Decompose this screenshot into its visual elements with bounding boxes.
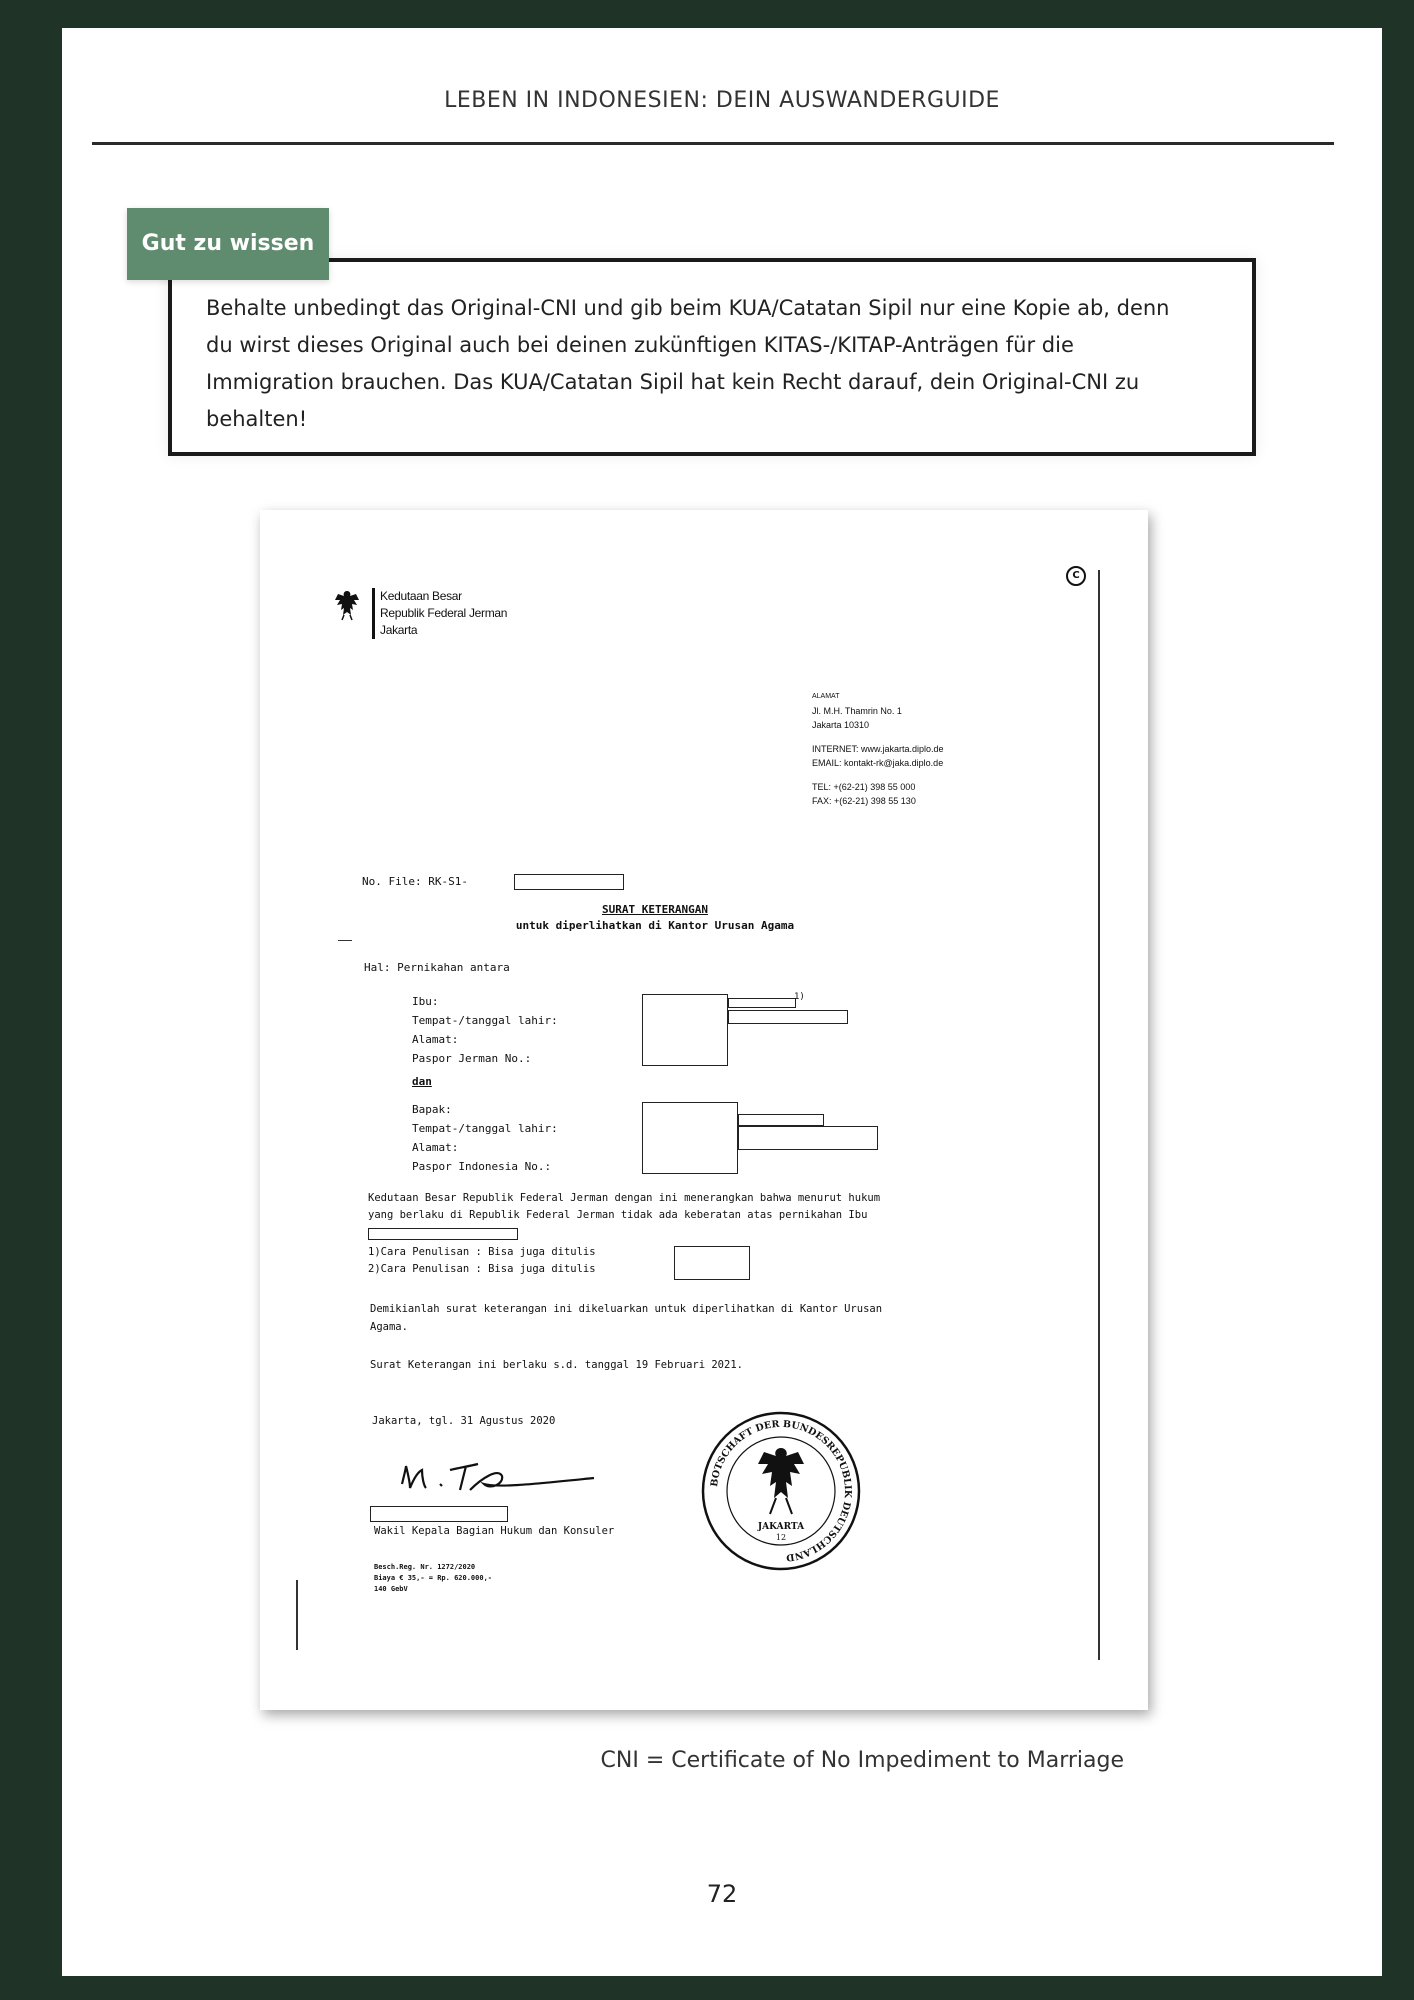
redacted-box bbox=[738, 1126, 878, 1150]
federal-eagle-icon bbox=[332, 588, 362, 622]
redacted-box bbox=[728, 1010, 848, 1024]
seal-city: JAKARTA bbox=[757, 1522, 805, 1532]
fee-line: 140 GebV bbox=[374, 1585, 408, 1593]
file-number: No. File: RK-S1- bbox=[362, 875, 468, 888]
spelling-notes bbox=[368, 1244, 596, 1278]
fee-record bbox=[374, 1562, 492, 1595]
document-subtitle: untuk diperlihatkan di Kantor Urusan Agama bbox=[515, 919, 795, 932]
scan-edge-line bbox=[296, 1580, 298, 1650]
field-label: Ibu: bbox=[412, 995, 439, 1008]
body-line: Kedutaan Besar Republik Federal Jerman dengan ini menerangkan bahwa menurut hukum bbox=[368, 1192, 881, 1204]
address-fax: FAX: +(62-21) 398 55 130 bbox=[812, 796, 916, 806]
redacted-box bbox=[368, 1228, 518, 1240]
fee-line: Biaya € 35,- = Rp. 620.000,- bbox=[374, 1574, 493, 1582]
callout-line: behalten! bbox=[206, 407, 308, 431]
address-internet: INTERNET: www.jakarta.diplo.de bbox=[812, 744, 944, 754]
signatory-title: Wakil Kepala Bagian Hukum dan Konsuler bbox=[374, 1525, 615, 1537]
address-city: Jakarta 10310 bbox=[812, 720, 870, 730]
scanned-certificate bbox=[260, 510, 1148, 1710]
footnote-marker: 1) bbox=[794, 992, 805, 1002]
redacted-box bbox=[674, 1246, 750, 1280]
callout-tag: Gut zu wissen bbox=[127, 208, 329, 280]
field-label: Tempat-/tanggal lahir: bbox=[412, 1122, 558, 1135]
field-label: Tempat-/tanggal lahir: bbox=[412, 1014, 558, 1027]
document-title: SURAT KETERANGAN bbox=[602, 903, 708, 916]
field-label: Paspor Jerman No.: bbox=[412, 1052, 532, 1065]
fee-line: Besch.Reg. Nr. 1272/2020 bbox=[374, 1563, 476, 1571]
field-label: Alamat: bbox=[412, 1033, 459, 1046]
running-header: LEBEN IN INDONESIEN: DEIN AUSWANDERGUIDE bbox=[444, 88, 1000, 113]
page-number: 72 bbox=[706, 1880, 738, 1908]
redacted-box bbox=[738, 1114, 824, 1126]
address-label: ALAMAT bbox=[812, 693, 840, 700]
letterhead-line: Kedutaan Besar bbox=[380, 589, 462, 603]
groom-fields bbox=[412, 1100, 558, 1176]
closing-line: Demikianlah surat keterangan ini dikeluarkan untuk diperlihatkan di Kantor Urusan bbox=[370, 1303, 883, 1315]
scan-edge-line bbox=[1098, 570, 1100, 1660]
redacted-box bbox=[642, 994, 728, 1066]
place-date: Jakarta, tgl. 31 Agustus 2020 bbox=[372, 1415, 556, 1427]
redacted-box bbox=[642, 1102, 738, 1174]
header-divider bbox=[92, 142, 1334, 145]
callout-text bbox=[206, 290, 1216, 438]
validity-statement: Surat Keterangan ini berlaku s.d. tanggal 19 Februari 2021. bbox=[370, 1359, 743, 1371]
embassy-letterhead bbox=[372, 588, 507, 639]
letterhead-line: Republik Federal Jerman bbox=[380, 606, 508, 620]
signature bbox=[394, 1448, 644, 1508]
field-label: Bapak: bbox=[412, 1103, 452, 1116]
subject-line: Hal: Pernikahan antara bbox=[364, 961, 510, 974]
closing-text bbox=[370, 1300, 882, 1336]
spelling-note: 2)Cara Penulisan : Bisa juga ditulis bbox=[368, 1263, 596, 1275]
seal-number: 12 bbox=[775, 1533, 787, 1542]
closing-line: Agama. bbox=[370, 1321, 408, 1333]
info-callout-box bbox=[168, 258, 1256, 456]
redacted-box bbox=[370, 1506, 508, 1522]
letterhead-line: Jakarta bbox=[380, 623, 418, 637]
embassy-seal bbox=[696, 1406, 866, 1576]
declaration-text bbox=[368, 1190, 880, 1224]
page bbox=[62, 28, 1382, 1976]
field-label: Alamat: bbox=[412, 1141, 459, 1154]
redacted-box bbox=[514, 874, 624, 890]
address-tel: TEL: +(62-21) 398 55 000 bbox=[812, 782, 916, 792]
body-line: yang berlaku di Republik Federal Jerman tidak ada keberatan atas pernikahan Ibu bbox=[368, 1209, 868, 1221]
field-label: Paspor Indonesia No.: bbox=[412, 1160, 552, 1173]
seal-text: BOTSCHAFT DER BUNDESREPUBLIK DEUTSCHLAND bbox=[709, 1418, 854, 1563]
address-email: EMAIL: kontakt-rk@jaka.diplo.de bbox=[812, 758, 944, 768]
copyright-icon: C bbox=[1066, 566, 1086, 586]
figure-caption: CNI = Certificate of No Impediment to Marriage bbox=[600, 1748, 1124, 1773]
spelling-note: 1)Cara Penulisan : Bisa juga ditulis bbox=[368, 1246, 596, 1258]
address-street: Jl. M.H. Thamrin No. 1 bbox=[812, 706, 902, 716]
callout-line: du wirst dieses Original auch bei deinen zukünftigen KITAS-/KITAP-Anträgen für die bbox=[206, 333, 1074, 357]
callout-line: Immigration brauchen. Das KUA/Catatan Sipil hat kein Recht darauf, dein Original-CNI zu bbox=[206, 370, 1140, 394]
scan-mark bbox=[338, 940, 352, 941]
callout-line: Behalte unbedingt das Original-CNI und gib beim KUA/Catatan Sipil nur eine Kopie ab, denn bbox=[206, 296, 1170, 320]
bride-fields bbox=[412, 992, 558, 1068]
embassy-address bbox=[812, 690, 944, 808]
conjunction: dan bbox=[412, 1075, 432, 1088]
redacted-box bbox=[728, 998, 796, 1008]
